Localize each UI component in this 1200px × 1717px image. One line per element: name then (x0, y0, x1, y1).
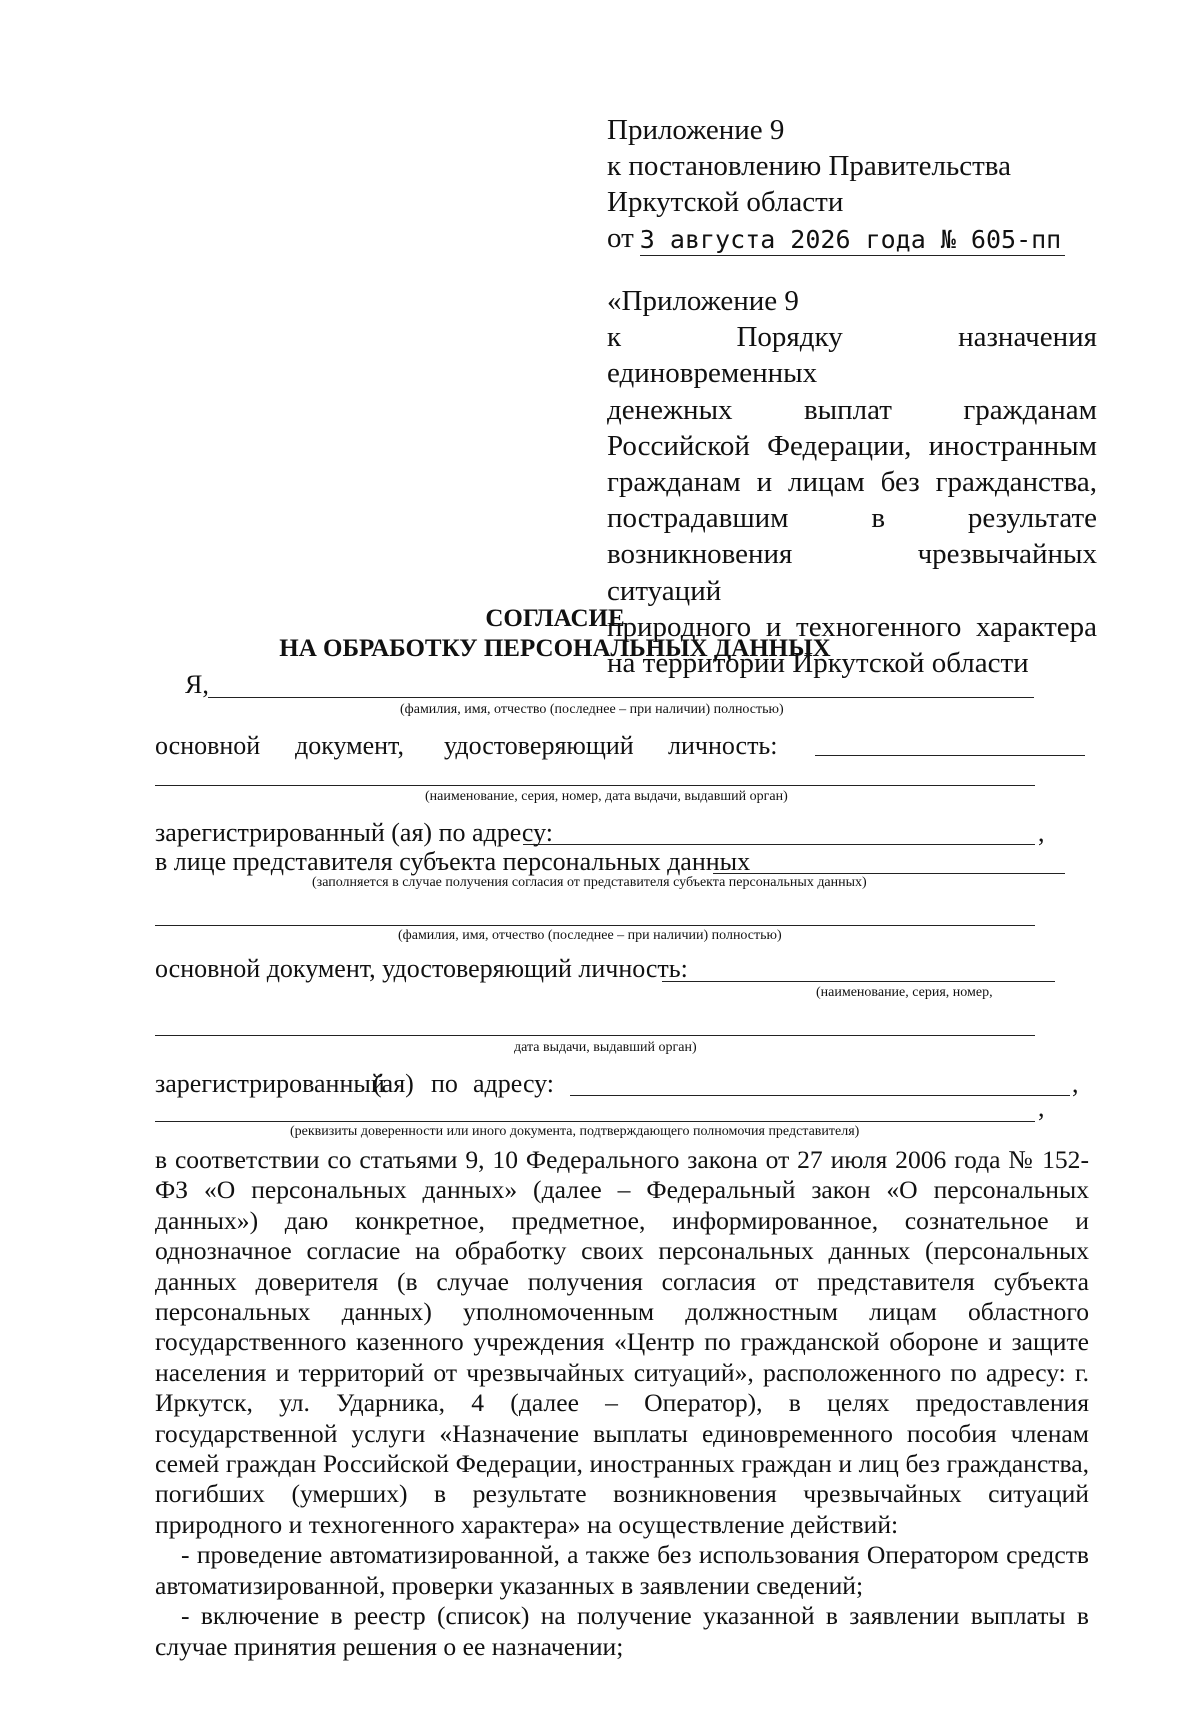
resolution-date-line (607, 220, 1097, 256)
appendix-line-3: Иркутской области (607, 186, 844, 218)
doc-field-1[interactable] (815, 755, 1085, 756)
ref-line: к Порядку назначения единовременных (607, 321, 1097, 390)
doc-hint: (наименование, серия, номер, дата выдачи, выдавший орган) (425, 789, 788, 804)
doc-word-4: личность: (668, 731, 778, 760)
representative-field[interactable] (713, 873, 1065, 874)
rep-doc-hint-b: дата выдачи, выдавший орган) (514, 1040, 697, 1055)
resolution-date-stamp: 3 августа 2026 года № 605-пп (640, 225, 1065, 256)
address-comma: , (1038, 818, 1045, 847)
doc-field-2[interactable] (155, 785, 1035, 786)
doc-word-2: документ, (295, 731, 404, 760)
representative-label: в лице представителя субъекта персональных данных (155, 847, 751, 876)
ya-label: Я, (185, 670, 209, 699)
doc-word-1: основной (155, 731, 261, 760)
power-hint: (реквизиты доверенности или иного документа, подтверждающего полномочия представителя) (290, 1124, 860, 1139)
appendix-line-2: к постановлению Правительства (607, 150, 1011, 182)
rep-fio-field[interactable] (155, 925, 1035, 926)
rep-address-comma: , (1072, 1069, 1079, 1098)
consent-item-2: - включение в реестр (список) на получение указанной в заявлении выплаты в случае принятия решения о ее назначении; (155, 1601, 1089, 1661)
appendix-line-1: Приложение 9 (607, 114, 785, 146)
fio-hint: (фамилия, имя, отчество (последнее – при наличии) полностью) (400, 702, 784, 717)
ref-line: пострадавшим в результате (607, 502, 1097, 535)
rep-doc-field-2[interactable] (155, 1035, 1035, 1036)
ref-line: денежных выплат гражданам (607, 393, 1097, 426)
document-subtitle: НА ОБРАБОТКУ ПЕРСОНАЛЬНЫХ ДАННЫХ (279, 635, 831, 662)
appendix-header (607, 112, 1097, 256)
ref-line: природного и техногенного характера (607, 610, 1097, 643)
consent-item-1: - проведение автоматизированной, а также без использования Оператором средств автоматизированной, проверки указанных в заявлении сведений; (155, 1540, 1089, 1600)
rep-address-field[interactable] (570, 1095, 1070, 1096)
ref-line: возникновения чрезвычайных ситуаций (607, 538, 1097, 607)
rep-registered-word-1: зарегистрированный (155, 1069, 385, 1098)
rep-doc-label: основной документ, удостоверяющий личность: (155, 954, 688, 983)
rep-fio-hint: (фамилия, имя, отчество (последнее – при наличии) полностью) (398, 928, 782, 943)
rep-registered-word-2: (ая) (373, 1069, 414, 1098)
rep-registered-word-4: адресу: (473, 1069, 555, 1098)
fio-field[interactable] (208, 697, 1034, 698)
rep-registered-word-3: по (431, 1069, 458, 1098)
rep-doc-hint-a: (наименование, серия, номер, (816, 985, 993, 1000)
address-field[interactable] (523, 844, 1035, 845)
power-of-attorney-field[interactable] (155, 1121, 1035, 1122)
consent-paragraph: в соответствии со статьями 9, 10 Федерального закона от 27 июля 2006 года № 152-ФЗ «О персональных данных» (далее – Федеральный закон «О персональных данных») даю конкретное, предметное, информированное, сознательное и однозначное согласие на обработку своих персональных данных (персональных данных доверителя (в случае получения согласия от представителя субъекта персональных данных) уполномоченным должностным лицам областного государственного казенного учреждения «Центр по гражданской обороне и защите населения и территорий от чрезвычайных ситуаций», расположенного по адресу: г. Иркутск, ул. Ударника, 4 (далее – Оператор), в целях предоставления государственной услуги «Назначение выплаты единовременного пособия членам семей граждан Российской Федерации, иностранных граждан и лиц без гражданства, погибших (умерших) в результате возникновения чрезвычайных ситуаций природного и техногенного характера» на осуществление действий: (155, 1145, 1089, 1539)
registered-label: зарегистрированный (ая) по адресу: (155, 818, 554, 847)
ref-line: Российской Федерации, иностранным (607, 429, 1097, 462)
rep-doc-field-1[interactable] (662, 981, 1055, 982)
ref-line: «Приложение 9 (607, 285, 799, 317)
ref-line: гражданам и лицам без гражданства, (607, 466, 1097, 499)
date-prefix: от (607, 222, 634, 254)
doc-word-3: удостоверяющий (444, 731, 634, 760)
consent-body (155, 1145, 1089, 1662)
document-title: СОГЛАСИЕ (485, 605, 625, 632)
power-comma: , (1038, 1093, 1045, 1122)
representative-hint: (заполняется в случае получения согласия от представителя субъекта персональных данных) (312, 875, 867, 890)
ref-line: на территории Иркутской области (607, 647, 1029, 680)
